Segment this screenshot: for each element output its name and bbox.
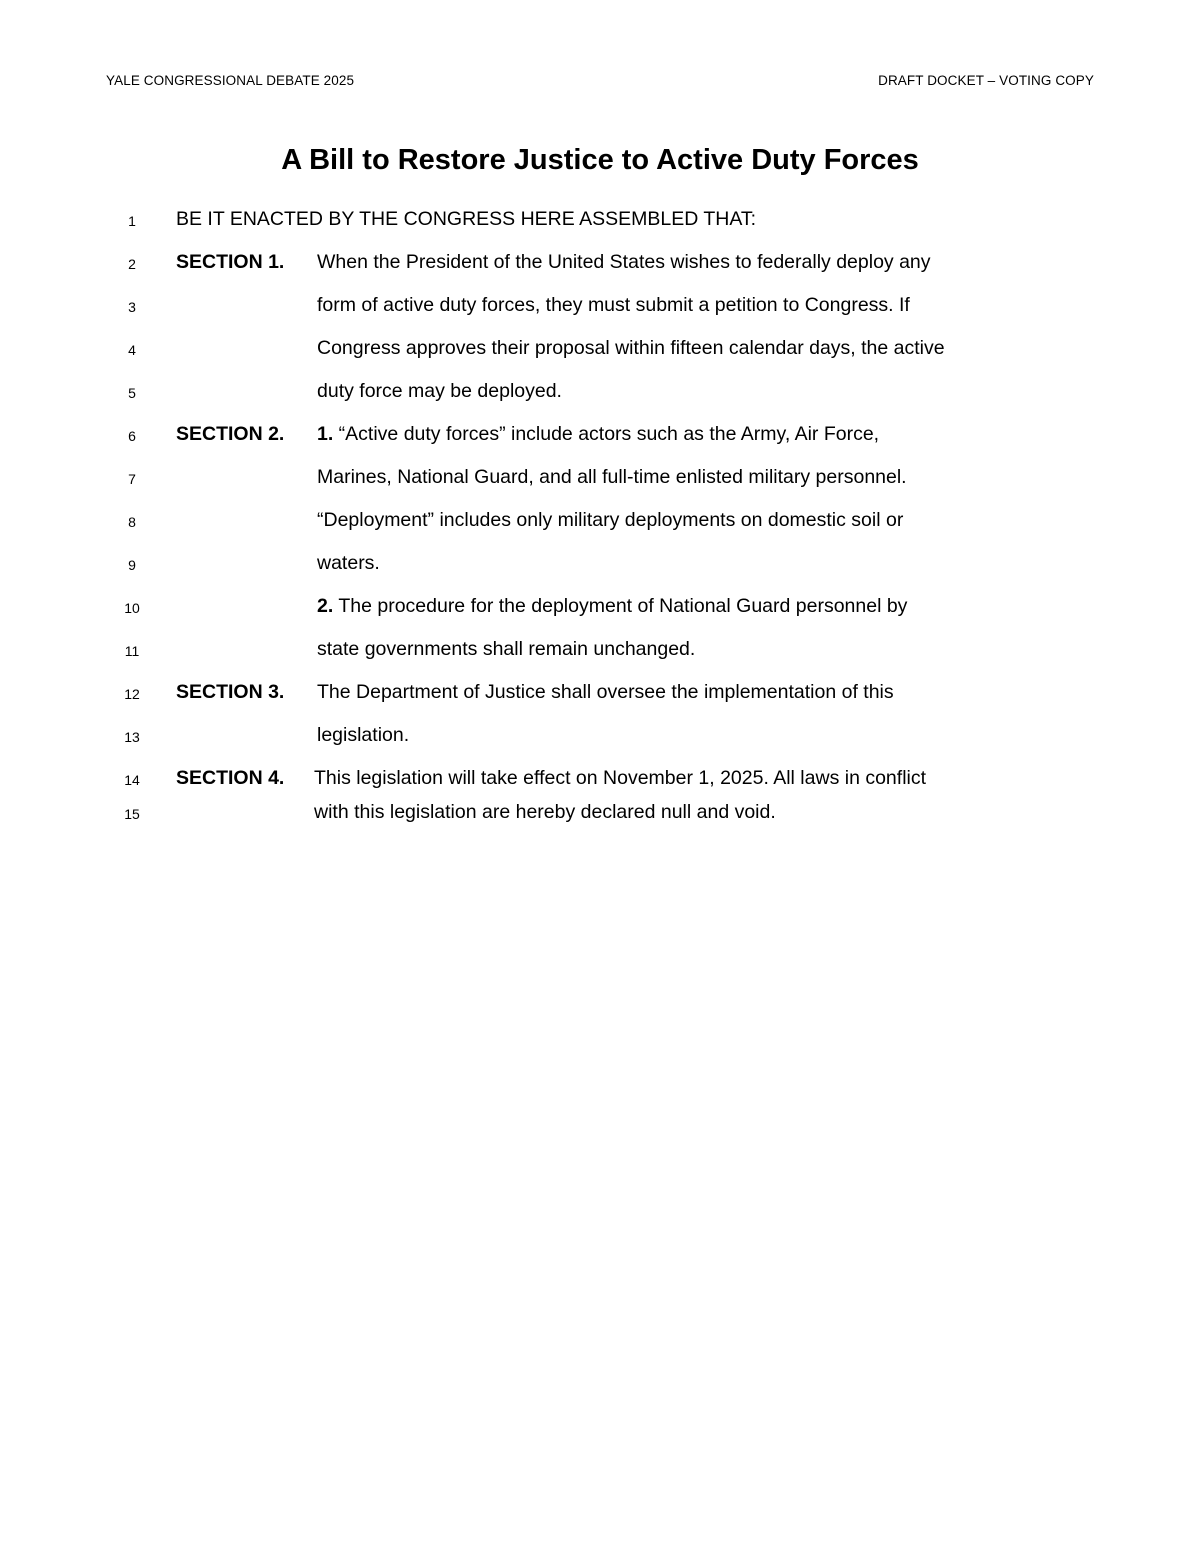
line-number: 2: [128, 256, 136, 272]
line-number: 12: [124, 686, 140, 702]
bill-title: A Bill to Restore Justice to Active Duty Forces: [281, 144, 919, 176]
line-text: Marines, National Guard, and all full-time enlisted military personnel.: [317, 466, 907, 488]
bill-line: [0, 380, 1200, 410]
line-text: “Deployment” includes only military deployments on domestic soil or: [317, 509, 904, 531]
line-number: 14: [124, 772, 140, 788]
bill-line: [0, 337, 1200, 367]
bill-line: [0, 552, 1200, 582]
bill-line: [0, 681, 1200, 711]
bill-line: [0, 509, 1200, 539]
line-number: 6: [128, 428, 136, 444]
subsection-text: The procedure for the deployment of National Guard personnel by: [333, 595, 908, 617]
bill-line: [0, 294, 1200, 324]
line-text: The Department of Justice shall oversee the implementation of this: [317, 681, 894, 703]
section-label: SECTION 4.: [176, 767, 285, 789]
subsection-number: 2.: [317, 595, 334, 617]
line-number: 11: [124, 643, 140, 659]
bill-line: [0, 208, 1200, 238]
section-label: SECTION 2.: [176, 423, 285, 445]
header-left: YALE CONGRESSIONAL DEBATE 2025: [106, 73, 355, 88]
line-text: Congress approves their proposal within fifteen calendar days, the active: [317, 337, 945, 359]
line-number: 4: [128, 342, 136, 358]
line-number: 3: [128, 299, 136, 315]
line-number: 15: [124, 806, 140, 822]
bill-line: [0, 595, 1200, 625]
line-text: waters.: [317, 552, 380, 574]
line-text: with this legislation are hereby declared null and void.: [314, 801, 776, 823]
bill-line: [0, 801, 1200, 831]
header-right: DRAFT DOCKET – VOTING COPY: [878, 73, 1094, 88]
bill-line: [0, 251, 1200, 281]
subsection-text: “Active duty forces” include actors such as the Army, Air Force,: [333, 423, 880, 445]
enacting-clause: BE IT ENACTED BY THE CONGRESS HERE ASSEMBLED THAT:: [176, 208, 757, 230]
line-number: 13: [124, 729, 140, 745]
line-number: 7: [128, 471, 136, 487]
line-text: legislation.: [317, 724, 410, 746]
line-text: [317, 423, 879, 446]
line-number: 1: [128, 213, 136, 229]
line-text: When the President of the United States wishes to federally deploy any: [317, 251, 931, 273]
line-number: 8: [128, 514, 136, 530]
bill-line: [0, 638, 1200, 668]
line-number: 5: [128, 385, 136, 401]
line-number: 10: [124, 600, 140, 616]
line-text: This legislation will take effect on November 1, 2025. All laws in conflict: [314, 767, 927, 789]
bill-line: [0, 767, 1200, 797]
bill-line: [0, 423, 1200, 453]
line-text: form of active duty forces, they must submit a petition to Congress. If: [317, 294, 910, 316]
section-label: SECTION 1.: [176, 251, 285, 273]
bill-line: [0, 466, 1200, 496]
line-text: [317, 595, 907, 618]
line-text: state governments shall remain unchanged.: [317, 638, 696, 660]
line-text: duty force may be deployed.: [317, 380, 562, 402]
subsection-number: 1.: [317, 423, 334, 445]
line-number: 9: [128, 557, 136, 573]
bill-line: [0, 724, 1200, 754]
section-label: SECTION 3.: [176, 681, 285, 703]
